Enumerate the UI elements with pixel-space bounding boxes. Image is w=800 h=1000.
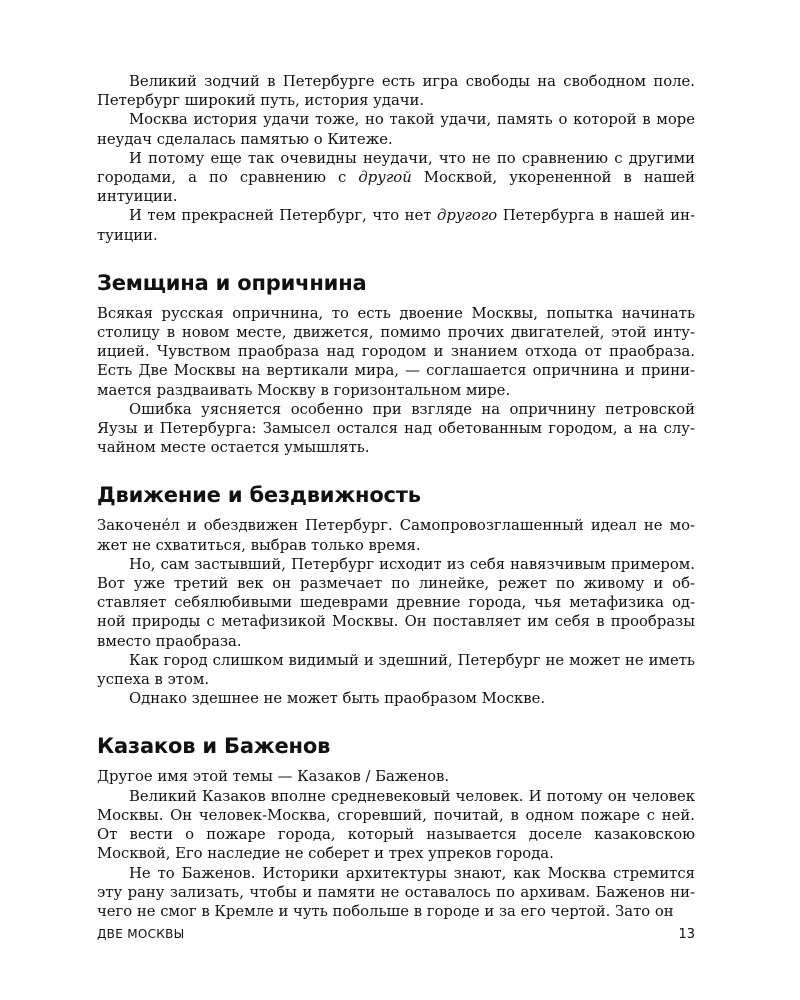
intro-paragraph-4-start: И тем прекрасней Петербург, что нет (129, 207, 437, 225)
section2-paragraph-3: Как город слишком видимый и здешний, Петербург не может не иметь успеха в этом. (97, 651, 695, 689)
section2-paragraph-1: Закочене́л и обездвижен Петербург. Самопровозглашенный идеал не может не схватиться, выбрав только время. (97, 517, 695, 554)
section2-paragraph-4: Однако здешнее не может быть праобразом Москве. (129, 690, 546, 708)
section1-paragraph-1: Всякая русская опричнина, то есть двоение Москвы, попытка начинать столицу в новом месте, движется, помимо прочих двигателей, этой интуицией. Чувством праобраза над городом и знанием отхода от праобраза. Есть Две Москвы на вертикали мира, — соглашается опричнина и принимается раздваивать Москву в горизонтальном мире. (97, 304, 695, 399)
running-head: ДВЕ МОСКВЫ (97, 927, 185, 941)
section3-paragraph-3: Не то Баженов. Историки архитектуры знают, как Москва стремится эту рану зализать, чтобы и памяти не оставалось по архивам. Баженов ничего не смог в Кремле и чуть побольше в городе и за его чертой. Зато он (97, 864, 695, 920)
section-heading-dvizhenie: Движение и бездвижность (97, 483, 421, 508)
page-body (97, 72, 695, 921)
intro-paragraph-4-emphasis: другого (436, 207, 498, 225)
intro-paragraph-3-end: Москвой, укорененной в нашей интуиции. (97, 169, 695, 206)
intro-paragraph-3 (97, 149, 695, 207)
intro-paragraph-4-end: Петербурга в нашей интуиции. (97, 207, 695, 244)
section2-paragraph-2: Но, сам застывший, Петербург исходит из себя навязчивым примером. Вот уже третий век он размечает по линейке, режет по живому и обставляет себялюбивыми шедеврами древние города, чья метафизика одной природы с метафизикой Москвы. Он поставляет им себя в прообразы вместо праобраза. (97, 555, 695, 650)
intro-paragraph-1: Великий зодчий в Петербурге есть игра свободы на свободном поле. Петербург широкий путь, история удачи. (97, 73, 695, 110)
section1-paragraph-2: Ошибка уясняется особенно при взгляде на опричнину петровской Яузы и Петербурга: Замысел остался над обетованным городом, а на случайном месте остается умышлять. (97, 400, 695, 457)
intro-paragraph-4 (97, 206, 695, 244)
section-heading-kazakov: Казаков и Баженов (97, 734, 331, 759)
intro-paragraph-3-emphasis: другой (358, 169, 412, 187)
intro-paragraph-3-start: И потому еще так очевидны неудачи, что не по сравнению с другими городами, а по сравнению с (97, 149, 695, 187)
section3-paragraph-1: Другое имя этой темы — Казаков / Баженов. (97, 768, 450, 786)
intro-paragraph-2: Москва история удачи тоже, но такой удачи, память о которой в море неудач сделалась памятью о Китеже. (97, 111, 695, 148)
section-heading-zemshchina: Земщина и опричнина (97, 270, 367, 295)
page-footer (97, 927, 695, 942)
page-number: 13 (678, 927, 695, 942)
section3-paragraph-2: Великий Казаков вполне средневековый человек. И потому он человек Москвы. Он человек-Москва, сгоревший, почитай, в одном пожаре с ней. От вести о пожаре города, который называется доселе казаковскою Москвой, Его наследие не соберет и трех упреков города. (97, 787, 695, 863)
